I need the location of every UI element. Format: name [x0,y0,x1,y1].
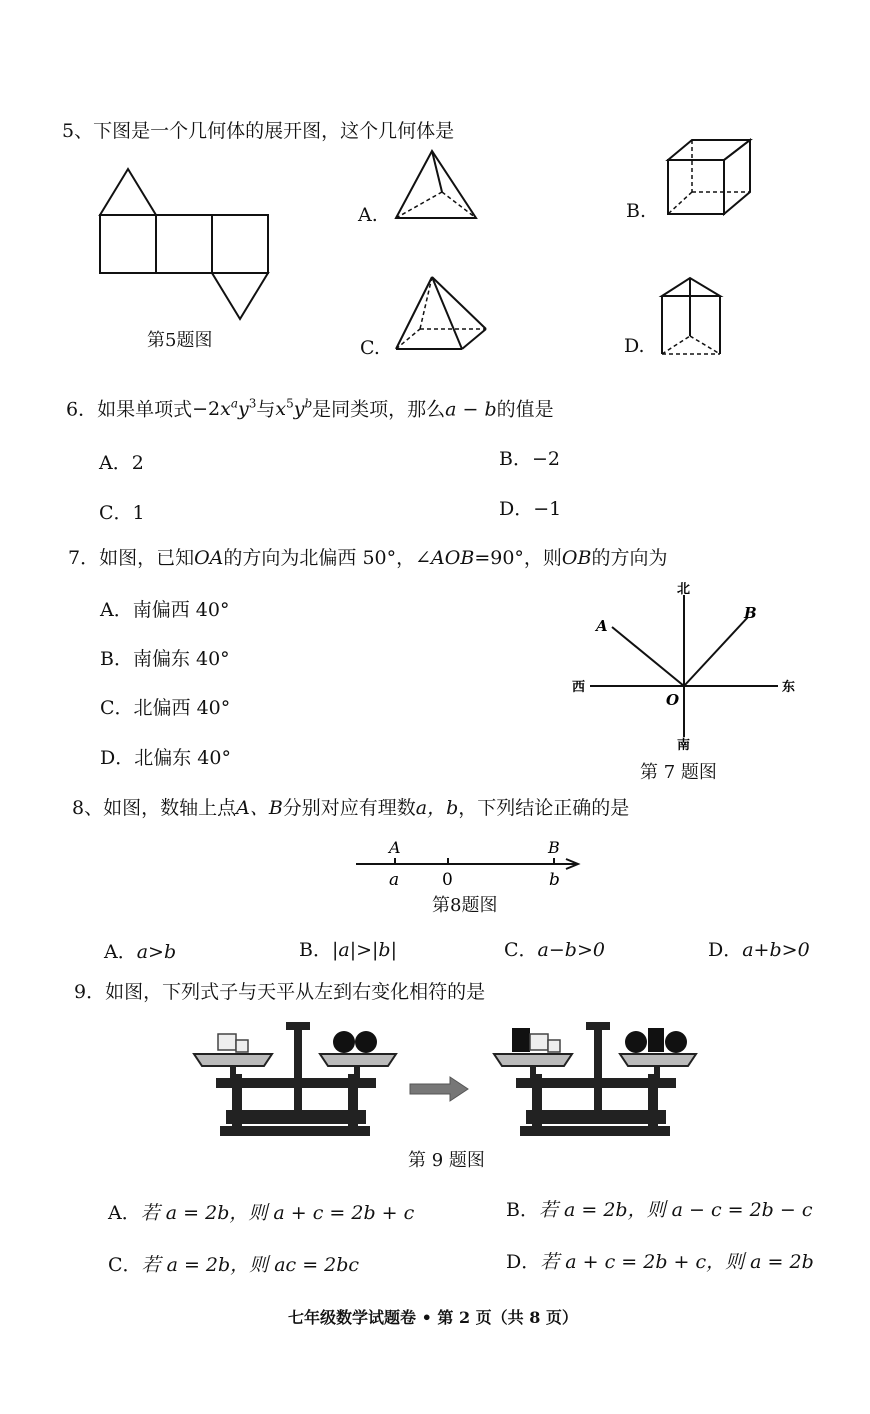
q8-label-a: a [389,870,400,890]
q9-balance-right [490,1018,700,1143]
q9-option-a[interactable]: A．若 a = 2b，则 a + c = 2b + c [108,1202,415,1224]
q8-number-line [350,835,590,890]
q8-label-b: b [549,870,560,890]
q7-option-a[interactable]: A．南偏西 40° [100,599,230,621]
q7-label-b: B [744,604,757,622]
q9-stem: 9．如图，下列式子与天平从左到右变化相符的是 [74,981,486,1003]
q8-option-b[interactable]: B．|a|>|b| [299,939,397,961]
q7-label-north: 北 [677,582,691,597]
page-footer: 七年级数学试题卷 • 第 2 页（共 8 页） [288,1308,578,1327]
q7-label-a: A [596,617,608,635]
q6-mono1: $-2x^ay^3$ [192,397,257,421]
q6-option-d[interactable]: D．−1 [499,498,562,520]
q7-label-west: 西 [572,680,586,695]
q5-option-b-cube[interactable] [664,136,756,218]
q5-option-c-label[interactable]: C. [360,337,380,359]
q7-label-o: O [666,691,680,709]
q5-caption: 第5题图 [147,330,213,351]
q7-label-south: 南 [677,738,691,753]
q9-option-c[interactable]: C．若 a = 2b，则 ac = 2bc [108,1254,360,1276]
q6-stem-text: 6．如果单项式 [66,398,193,421]
q7-label-east: 东 [782,680,796,695]
q5-option-d-label[interactable]: D. [624,335,645,357]
q7-option-c[interactable]: C．北偏西 40° [100,697,231,719]
q8-option-a[interactable]: A．a>b [104,941,177,963]
q7-option-d[interactable]: D．北偏东 40° [100,747,231,769]
q9-balance-left [190,1018,400,1143]
q9-arrow [408,1074,470,1104]
q8-label-b-top: B [548,838,560,857]
q6-stem: 6．如果单项式$-2x^ay^3$与$x^5y^b$是同类项，那么a − b的值是 [66,397,554,421]
q8-option-c[interactable]: C．a−b>0 [504,939,605,961]
q7-option-b[interactable]: B．南偏东 40° [100,648,230,670]
q7-compass-diagram [560,575,810,760]
q8-stem: 8、如图，数轴上点A、B分别对应有理数a，b，下列结论正确的是 [72,797,630,819]
q6-option-b[interactable]: B．−2 [499,448,560,470]
q7-caption: 第 7 题图 [640,762,717,783]
q5-option-d-prism[interactable] [658,274,728,358]
q9-option-b[interactable]: B．若 a = 2b，则 a − c = 2b − c [506,1199,813,1221]
q5-net-diagram [95,165,275,325]
q8-option-d[interactable]: D．a+b>0 [708,939,810,961]
q5-stem: 5、下图是一个几何体的展开图，这个几何体是 [62,120,455,142]
q7-ray-ob [684,617,748,686]
q6-mono2: $x^5y^b$ [275,397,313,421]
q8-label-zero: 0 [442,870,453,890]
q6-option-c[interactable]: C．1 [99,502,145,524]
q9-caption: 第 9 题图 [408,1150,485,1171]
q5-option-c-pyramid[interactable] [392,273,492,355]
q8-caption: 第8题图 [432,895,498,916]
q5-option-b-label[interactable]: B. [626,200,647,222]
q5-option-a-tetrahedron[interactable] [392,148,484,224]
q9-option-d[interactable]: D．若 a + c = 2b + c，则 a = 2b [506,1251,814,1273]
q7-ray-oa [612,627,684,686]
q6-option-a[interactable]: A．2 [99,452,144,474]
q5-option-a-label[interactable]: A. [358,204,378,226]
q8-label-a-top: A [389,838,401,857]
q7-stem: 7．如图，已知OA的方向为北偏西 50°，∠AOB=90°，则OB的方向为 [68,547,668,569]
